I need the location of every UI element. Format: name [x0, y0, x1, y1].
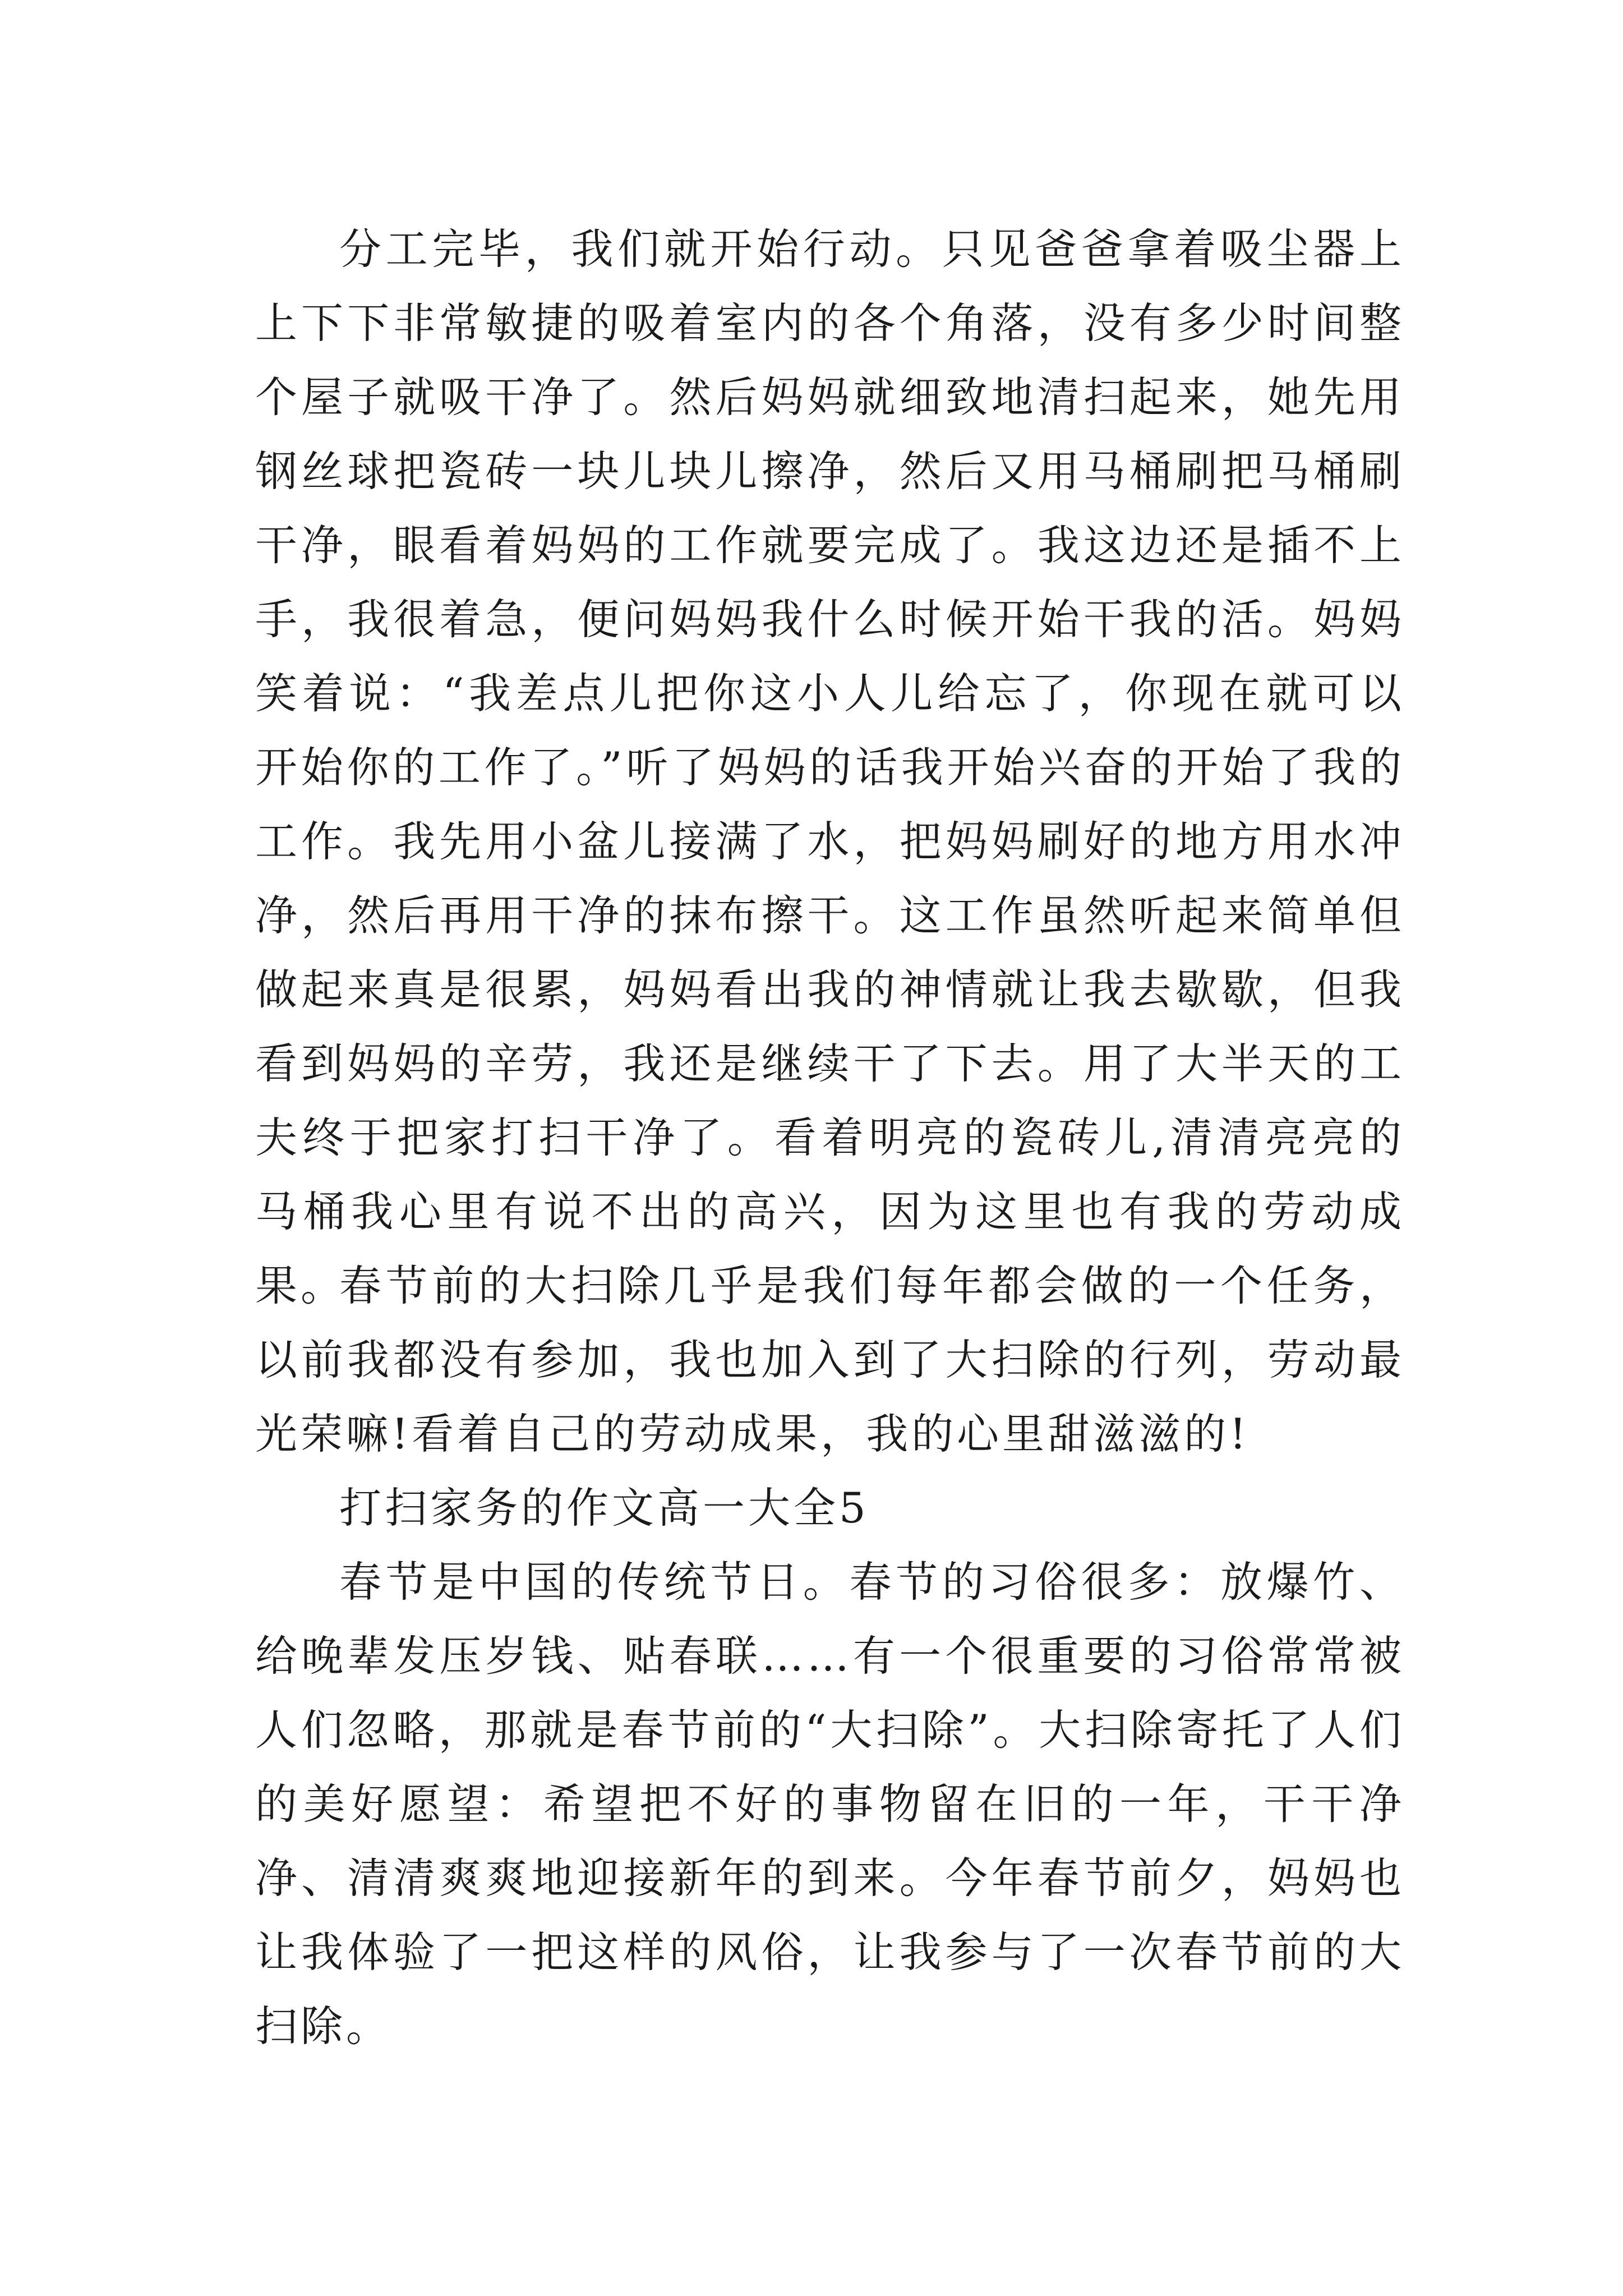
paragraph-spring-festival-intro	[255, 1545, 1405, 2063]
paragraph-cleaning-process	[255, 212, 1405, 1323]
paragraph-text: 春节前的大扫除几乎是我们每年都会做的一个任务，以前我都没有参加，我也加入到了大扫除的行列，劳动最光荣嘛!看着自己的劳动成果，我的心里甜滋滋的!	[255, 1261, 1405, 1458]
paragraph-text: 春节是中国的传统节日。春节的习俗很多：放爆竹、给晚辈发压岁钱、贴春联……有一个很重要的习俗常常被人们忽略，那就是春节前的“大扫除”。大扫除寄托了人们的美好愿望：希望把不好的事物留在旧的一年，干干净净、清清爽爽地迎接新年的到来。今年春节前夕，妈妈也让我体验了一把这样的风俗，让我参与了一次春节前的大扫除。	[255, 1557, 1405, 2051]
paragraph-spring-cleaning-reflection	[255, 1249, 1405, 1471]
essay-heading	[255, 1471, 1405, 1545]
paragraph-text: 分工完毕，我们就开始行动。只见爸爸拿着吸尘器上上下下非常敏捷的吸着室内的各个角落，没有多少时间整个屋子就吸干净了。然后妈妈就细致地清扫起来，她先用钢丝球把瓷砖一块儿块儿擦净，然后又用马桶刷把马桶刷干净，眼看着妈妈的工作就要完成了。我这边还是插不上手，我很着急，便问妈妈我什么时候开始干我的活。妈妈笑着说：“我差点儿把你这小人儿给忘了，你现在就可以开始你的工作了。”听了妈妈的话我开始兴奋的开始了我的工作。我先用小盆儿接满了水，把妈妈刷好的地方用水冲净，然后再用干净的抹布擦干。这工作虽然听起来简单但做起来真是很累，妈妈看出我的神情就让我去歇歇，但我看到妈妈的辛劳，我还是继续干了下去。用了大半天的工夫终于把家打扫干净了。看着明亮的瓷砖儿,清清亮亮的马桶我心里有说不出的高兴，因为这里也有我的劳动成果。	[255, 224, 1405, 1310]
heading-text: 打扫家务的作文高一大全5	[339, 1483, 869, 1533]
